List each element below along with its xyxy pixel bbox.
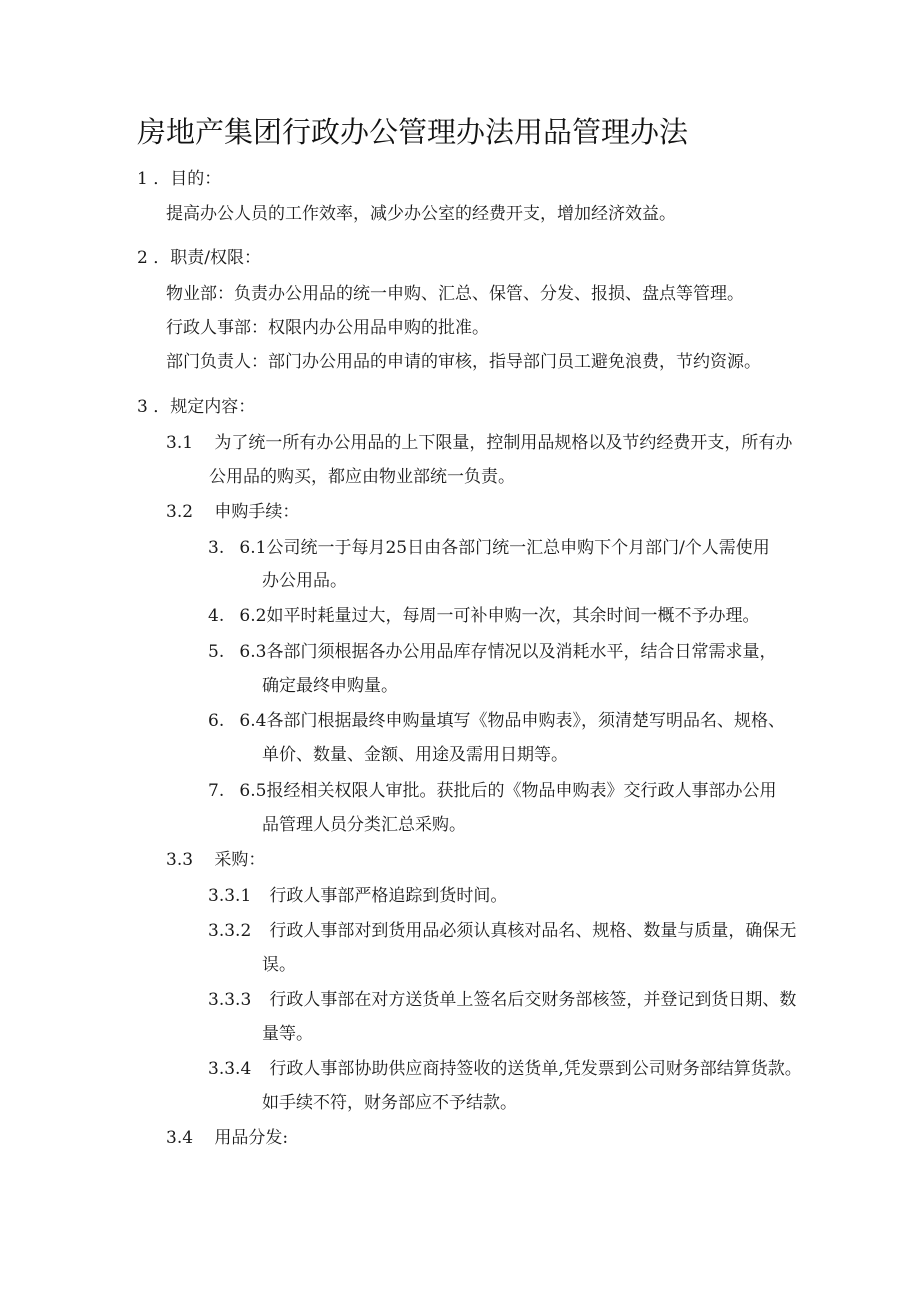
- list-item-number: 3.3.4: [208, 1059, 252, 1079]
- section-heading: [137, 395, 255, 419]
- list-item: [208, 640, 776, 664]
- paragraph: 提高办公人员的工作效率，减少办公室的经费开支，增加经济效益。: [166, 204, 676, 224]
- list-item: [208, 604, 759, 628]
- subsection-title: 申购手续：: [214, 502, 300, 522]
- subsection-3-4: [166, 1126, 288, 1150]
- list-item-text: 行政人事部严格追踪到货时间。: [269, 886, 508, 906]
- list-item: [208, 536, 770, 560]
- list-item-text: 6.5报经相关权限人审批。获批后的《物品申购表》交行政人事部办公用: [239, 781, 777, 801]
- list-item-number: 5.: [208, 642, 225, 662]
- paragraph: 物业部：负责办公用品的统一申购、汇总、保管、分发、报损、盘点等管理。: [166, 284, 744, 304]
- list-item-number: 4.: [208, 606, 225, 626]
- list-item-number: 3.: [208, 538, 225, 558]
- subsection-text: 为了统一所有办公用品的上下限量，控制用品规格以及节约经费开支，所有办: [214, 433, 793, 453]
- list-item-continued: 量等。: [262, 1024, 313, 1044]
- subsection-title: 采购：: [214, 850, 266, 870]
- subsection-3-3: [166, 848, 265, 872]
- list-item-text: 6.4各部门根据最终申购量填写《物品申购表》，须清楚写明品名、规格、: [239, 711, 785, 731]
- section-heading: [137, 167, 221, 191]
- section-title: ．规定内容：: [153, 397, 256, 417]
- list-item: [208, 779, 776, 803]
- paragraph: 行政人事部：权限内办公用品申购的批准。: [166, 318, 489, 338]
- list-item-number: 3.3.2: [208, 921, 252, 941]
- list-item: [208, 709, 785, 733]
- subsection-title: 用品分发:: [214, 1128, 289, 1148]
- section-number: 2: [137, 248, 148, 268]
- list-item: [208, 988, 796, 1012]
- list-item-continued: 确定最终申购量。: [262, 676, 398, 696]
- list-item-number: 3.3.1: [208, 886, 252, 906]
- list-item-text: 6.3各部门须根据各办公用品库存情况以及消耗水平，结合日常需求量，: [239, 642, 777, 662]
- list-item-text: 行政人事部对到货用品必须认真核对品名、规格、数量与质量，确保无: [269, 921, 797, 941]
- subsection-3-1: [166, 431, 792, 455]
- subsection-number: 3.4: [166, 1128, 194, 1148]
- section-number: 3: [137, 397, 148, 417]
- section-number: 1: [137, 169, 148, 189]
- section-title: ．目的：: [153, 169, 222, 189]
- list-item-number: 7.: [208, 781, 225, 801]
- subsection-number: 3.3: [166, 850, 194, 870]
- list-item-number: 6.: [208, 711, 225, 731]
- list-item-text: 6.1公司统一于每月25日由各部门统一汇总申购下个月部门/个人需使用: [239, 538, 770, 558]
- paragraph: 部门负责人：部门办公用品的申请的审核，指导部门员工避免浪费，节约资源。: [166, 352, 761, 372]
- list-item-continued: 品管理人员分类汇总采购。: [262, 815, 466, 835]
- subsection-number: 3.1: [166, 433, 194, 453]
- subsection-text-continued: 公用品的购买，都应由物业部统一负责。: [209, 467, 515, 487]
- subsection-3-2: [166, 500, 299, 524]
- document-title: 房地产集团行政办公管理办法用品管理办法: [137, 115, 689, 149]
- list-item: [208, 884, 507, 908]
- list-item-continued: 办公用品。: [262, 571, 347, 591]
- section-title: ．职责/权限：: [153, 248, 261, 268]
- section-heading: [137, 246, 261, 270]
- list-item-continued: 单价、数量、金额、用途及需用日期等。: [262, 745, 568, 765]
- list-item-text: 行政人事部在对方送货单上签名后交财务部核签，并登记到货日期、数: [269, 990, 797, 1010]
- list-item-number: 3.3.3: [208, 990, 252, 1010]
- list-item-text: 行政人事部协助供应商持签收的送货单,凭发票到公司财务部结算货款。: [269, 1059, 802, 1079]
- subsection-number: 3.2: [166, 502, 194, 522]
- list-item-continued: 误。: [262, 955, 296, 975]
- list-item: [208, 1057, 802, 1081]
- list-item-continued: 如手续不符，财务部应不予结款。: [262, 1093, 517, 1113]
- list-item: [208, 919, 796, 943]
- list-item-text: 6.2如平时耗量过大，每周一可补申购一次，其余时间一概不予办理。: [239, 606, 760, 626]
